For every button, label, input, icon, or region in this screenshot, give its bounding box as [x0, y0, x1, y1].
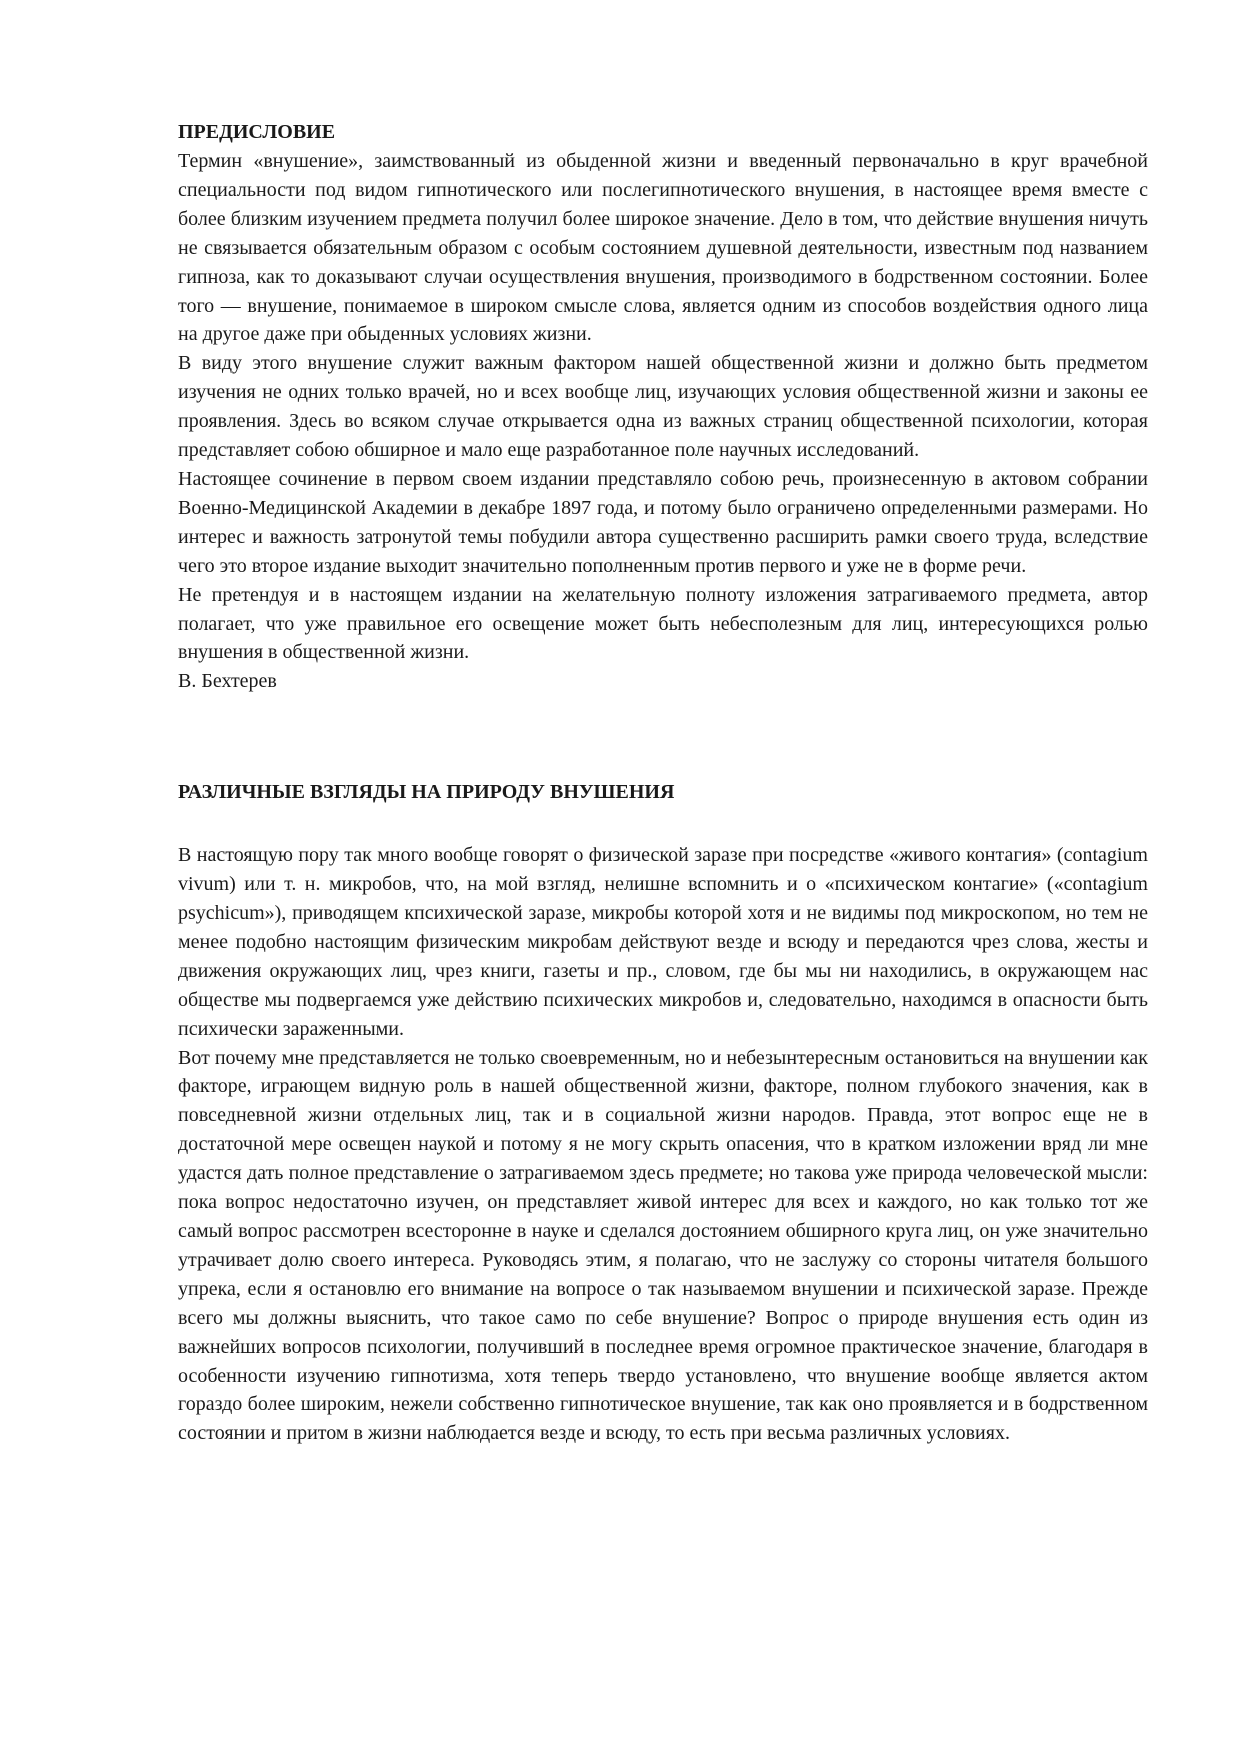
preface-paragraph: В виду этого внушение служит важным фактором нашей общественной жизни и должно быть предметом изучения не одних только врачей, но и всех вообще лиц, изучающих условия общественной жизни и законы ее проявления. Здесь во всяком случае открывается одна из важных страниц общественной психологии, которая представляет собою обширное и мало еще разработанное поле научных исследований. — [178, 352, 1148, 462]
author-signature: В. Бехтерев — [178, 670, 277, 693]
section-title: РАЗЛИЧНЫЕ ВЗГЛЯДЫ НА ПРИРОДУ ВНУШЕНИЯ — [178, 781, 675, 804]
preface-paragraph: Не претендуя и в настоящем издании на желательную полноту изложения затрагиваемого предмета, автор полагает, что уже правильное его освещение может быть небесполезным для лиц, интересующихся ролью внушения в общественной жизни. — [178, 583, 1148, 664]
document-page — [178, 118, 1148, 1448]
preface-paragraph: Настоящее сочинение в первом своем издании представляло собою речь, произнесенную в актовом собрании Военно-Медицинской Академии в декабре 1897 года, и потому было ограничено определенными размерами. Но интерес и важность затронутой темы побудили автора существенно расширить рамки своего труда, вследствие чего это второе издание выходит значительно пополненным против первого и уже не в форме речи. — [178, 467, 1148, 577]
preface-title: ПРЕДИСЛОВИЕ — [178, 121, 336, 143]
preface-paragraph: Термин «внушение», заимствованный из обыденной жизни и введенный первоначально в круг врачебной специальности под видом гипнотического или послегипнотического внушения, в настоящее время вместе с более близким изучением предмета получил более широкое значение. Дело в том, что действие внушения ничуть не связывается обязательным образом с особым состоянием душевной деятельности, известным под названием гипноза, как то доказывают случаи осуществления внушения, производимого в бодрственном состоянии. Более того — внушение, понимаемое в широком смысле слова, является одним из способов воздействия одного лица на другое даже при обыденных условиях жизни. — [178, 150, 1148, 346]
section-paragraph: В настоящую пору так много вообще говорят о физической заразе при посредстве «живого контагия» (contagium vivum) или т. н. микробов, что, на мой взгляд, нелишне вспомнить и о «психическом контагие» («contagium psychicum»), приводящем кпсихической заразе, микробы которой хотя и не видимы под микроскопом, но тем не менее подобно настоящим физическим микробам действуют везде и всюду и передаются чрез слова, жесты и движения окружающих лиц, чрез книги, газеты и пр., словом, где бы мы ни находились, в окружающем нас обществе мы подвергаемся уже действию психических микробов и, следовательно, находимся в опасности быть психически зараженными. — [178, 844, 1148, 1040]
section-paragraph: Вот почему мне представляется не только своевременным, но и небезынтересным остановиться на внушении как факторе, играющем видную роль в нашей общественной жизни, факторе, полном глубокого значения, как в повседневной жизни отдельных лиц, так и в социальной жизни народов. Правда, этот вопрос еще не в достаточной мере освещен наукой и потому я не могу скрыть опасения, что в кратком изложении вряд ли мне удастся дать полное представление о затрагиваемом здесь предмете; но такова уже природа человеческой мысли: пока вопрос недостаточно изучен, он представляет живой интерес для всех и каждого, но как только тот же самый вопрос рассмотрен всесторонне в науке и сделался достоянием обширного круга лиц, он уже значительно утрачивает долю своего интереса. Руководясь этим, я полагаю, что не заслужу со стороны читателя большого упрека, если я остановлю его внимание на вопросе о так называемом внушении и психической заразе. Прежде всего мы должны выяснить, что такое само по себе внушение? Вопрос о природе внушения есть один из важнейших вопросов психологии, получивший в последнее время огромное практическое значение, благодаря в особенности изучению гипнотизма, хотя теперь твердо установлено, что внушение вообще является актом гораздо более широким, нежели собственно гипнотическое внушение, так как оно проявляется и в бодрственном состоянии и притом в жизни наблюдается везде и всюду, то есть при весьма различных условиях. — [178, 1046, 1148, 1445]
